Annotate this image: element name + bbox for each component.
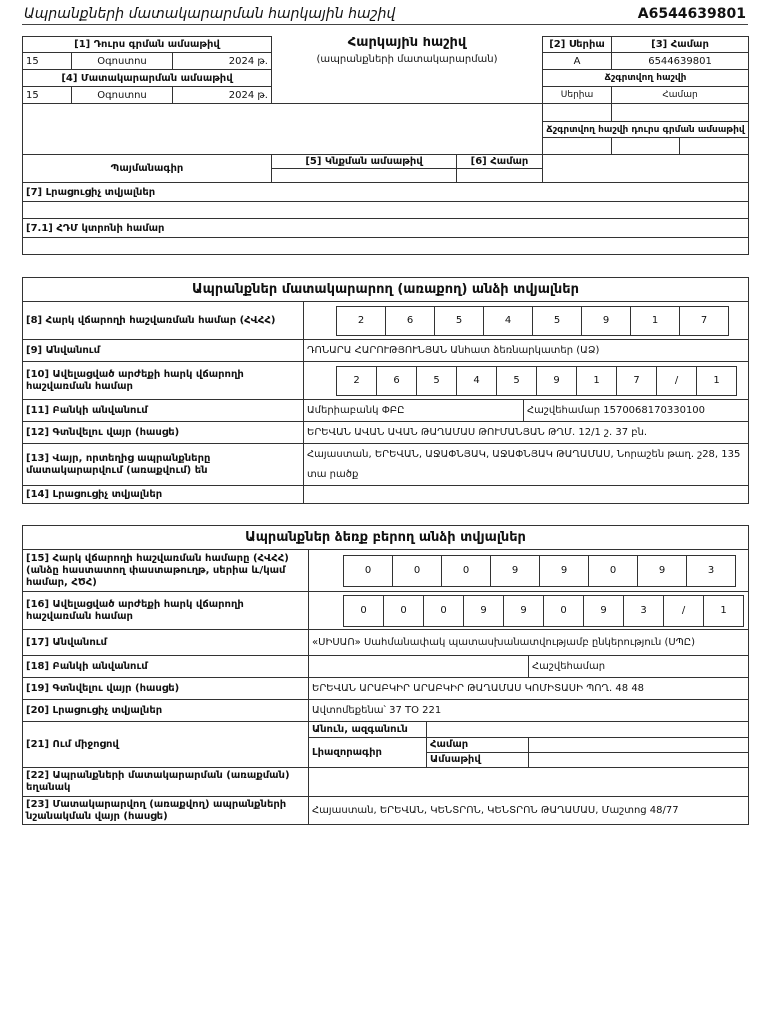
additional-data-label: [7] Լրացուցիչ տվյալներ bbox=[23, 183, 749, 202]
contract-date-label: [5] Կնքման ամսաթիվ bbox=[272, 155, 457, 169]
buyer-vat-cell bbox=[309, 592, 749, 630]
digit-box: 1 bbox=[576, 366, 617, 396]
supplier-location-value: ԵՐԵՎԱՆ ԱՎԱՆ ԱՎԱՆ ԹԱՂԱՄԱՍ ԹՈՒՄԱՆՅԱՆ ԹՂՄ. 12/1 շ. 37 բն. bbox=[304, 422, 749, 444]
supplier-ship-from-value: Հայաստան, ԵՐԵՎԱՆ, ԱՋԱՓՆՅԱԿ, ԱՋԱՓՆՅԱԿ ԹԱՂԱՄԱՍ, Նորաշեն թաղ. շ28, 135 տա րածք bbox=[304, 444, 749, 486]
supplier-tin-label: [8] Հարկ վճարողի հաշվառման համար (ՀՎՀՀ) bbox=[23, 302, 304, 340]
supplier-vat-digits bbox=[337, 366, 745, 396]
buyer-bank-value bbox=[309, 656, 529, 678]
digit-box: 4 bbox=[456, 366, 497, 396]
blank-area bbox=[23, 104, 543, 155]
document-id: A6544639801 bbox=[637, 6, 746, 22]
buyer-additional-value: Ավտոմեքենա՝ 37 TO 221 bbox=[309, 700, 749, 722]
digit-box: 6 bbox=[385, 306, 435, 336]
number-label: [3] Համար bbox=[612, 37, 749, 53]
title-rule bbox=[22, 24, 748, 25]
digit-box: 9 bbox=[503, 595, 544, 627]
digit-box: / bbox=[663, 595, 704, 627]
supply-month: Օգոստոս bbox=[72, 87, 173, 104]
buyer-location-label: [19] Գտնվելու վայր (հասցե) bbox=[23, 678, 309, 700]
corrected-series-label: Սերիա bbox=[543, 87, 612, 104]
supplier-block bbox=[22, 277, 749, 504]
invoice-heading bbox=[272, 37, 543, 104]
corrected-number-value bbox=[612, 104, 749, 122]
buyer-tin-cell bbox=[309, 550, 749, 592]
digit-box: 9 bbox=[583, 595, 624, 627]
digit-box: 3 bbox=[686, 555, 736, 587]
supplier-tin-digits bbox=[337, 306, 745, 336]
additional-data-value bbox=[23, 202, 749, 219]
digit-box: 5 bbox=[416, 366, 457, 396]
buyer-power-date-label: Ամսաթիվ bbox=[427, 753, 529, 768]
contract-right-blank bbox=[543, 155, 749, 183]
digit-box: 1 bbox=[630, 306, 680, 336]
buyer-location-value: ԵՐԵՎԱՆ ԱՐԱԲԿԻՐ ԱՐԱԲԿԻՐ ԹԱՂԱՄԱՍ ԿՈՄԻՏԱՍԻ ՊՈՂ. 48 48 bbox=[309, 678, 749, 700]
digit-box: 5 bbox=[496, 366, 537, 396]
buyer-additional-label: [20] Լրացուցիչ տվյալներ bbox=[23, 700, 309, 722]
buyer-full-name-value bbox=[427, 722, 749, 738]
issue-year: 2024 թ. bbox=[173, 53, 272, 70]
supplier-vat-label: [10] Ավելացված արժեքի հարկ վճարողի հաշվառման համար bbox=[23, 362, 304, 400]
buyer-tin-label: [15] Հարկ վճարողի հաշվառման համարը (ՀՎՀՀ) (անձը հաստատող փաստաթուղթ, սերիա և/կամ համար, ՀԾՀ) bbox=[23, 550, 309, 592]
supplier-name-value: ԴՈՆԱՐԱ ՀԱՐՈՒԹՅՈՒՆՅԱՆ Անհատ ձեռնարկատեր (ԱՁ) bbox=[304, 340, 749, 362]
digit-box: 5 bbox=[532, 306, 582, 336]
buyer-table bbox=[22, 525, 749, 825]
buyer-power-date-value bbox=[529, 753, 749, 768]
supply-day: 15 bbox=[23, 87, 72, 104]
digit-box: 7 bbox=[616, 366, 657, 396]
digit-box: 2 bbox=[336, 306, 386, 336]
buyer-power-number-label: Համար bbox=[427, 738, 529, 753]
digit-box: 9 bbox=[581, 306, 631, 336]
buyer-vat-label: [16] Ավելացված արժեքի հարկ վճարողի հաշվառման համար bbox=[23, 592, 309, 630]
digit-box: 9 bbox=[463, 595, 504, 627]
supplier-table bbox=[22, 277, 749, 504]
supplier-section-title: Ապրանքներ մատակարարող (առաքող) անձի տվյալներ bbox=[23, 278, 749, 302]
issue-month: Օգոստոս bbox=[72, 53, 173, 70]
contract-number-value bbox=[457, 169, 543, 183]
supplier-ship-from-label: [13] Վայր, որտեղից ապրանքները մատակարարվում (առաքվում) են bbox=[23, 444, 304, 486]
buyer-account-value: Հաշվեհամար bbox=[529, 656, 749, 678]
corrected-number-label: Համար bbox=[612, 87, 749, 104]
buyer-vat-digits bbox=[344, 595, 745, 627]
supply-year: 2024 թ. bbox=[173, 87, 272, 104]
document-title: Ապրանքների մատակարարման հարկային հաշիվ bbox=[24, 6, 396, 22]
digit-box: 6 bbox=[376, 366, 417, 396]
kkm-number-label: [7.1] ՀԴՄ կտրոնի համար bbox=[23, 219, 749, 238]
digit-box: 0 bbox=[441, 555, 491, 587]
digit-box: 0 bbox=[343, 555, 393, 587]
number-value: 6544639801 bbox=[612, 53, 749, 70]
supplier-location-label: [12] Գտնվելու վայր (հասցե) bbox=[23, 422, 304, 444]
digit-box: 7 bbox=[679, 306, 729, 336]
supplier-bank-label: [11] Բանկի անվանում bbox=[23, 400, 304, 422]
supplier-additional-value bbox=[304, 486, 749, 504]
series-label: [2] Սերիա bbox=[543, 37, 612, 53]
buyer-shipping-label: [22] Ապրանքների մատակարարման (առաքման) եղանակ bbox=[23, 768, 309, 797]
buyer-power-label: Լիազորագիր bbox=[309, 738, 427, 768]
digit-box: 0 bbox=[543, 595, 584, 627]
buyer-power-number-value bbox=[529, 738, 749, 753]
buyer-block bbox=[22, 525, 749, 825]
corrected-series-value bbox=[543, 104, 612, 122]
digit-box: 4 bbox=[483, 306, 533, 336]
supplier-tin-cell bbox=[304, 302, 749, 340]
corrected-date-day bbox=[543, 138, 612, 155]
digit-box: 0 bbox=[343, 595, 384, 627]
series-value: A bbox=[543, 53, 612, 70]
top-table bbox=[22, 36, 749, 255]
corrected-date-label: Ճշգրտվող հաշվի դուրս գրման ամսաթիվ bbox=[543, 122, 749, 138]
supplier-bank-value: Ամերիաբանկ ՓԲԸ bbox=[304, 400, 524, 422]
buyer-section-title: Ապրանքներ ձեռք բերող անձի տվյալներ bbox=[23, 526, 749, 550]
digit-box: 0 bbox=[383, 595, 424, 627]
invoice-subtitle: (ապրանքների մատակարարման) bbox=[316, 53, 498, 65]
issue-date-label: [1] Դուրս գրման ամսաթիվ bbox=[23, 37, 272, 53]
supply-date-label: [4] Մատակարարման ամսաթիվ bbox=[23, 70, 272, 87]
digit-box: / bbox=[656, 366, 697, 396]
buyer-bank-label: [18] Բանկի անվանում bbox=[23, 656, 309, 678]
supplier-additional-label: [14] Լրացուցիչ տվյալներ bbox=[23, 486, 304, 504]
corrected-date-year bbox=[680, 138, 749, 155]
invoice-title: Հարկային հաշիվ bbox=[347, 36, 467, 50]
buyer-name-label: [17] Անվանում bbox=[23, 630, 309, 656]
digit-box: 9 bbox=[536, 366, 577, 396]
contract-label: Պայմանագիր bbox=[23, 155, 272, 183]
digit-box: 9 bbox=[539, 555, 589, 587]
buyer-destination-value: Հայաստան, ԵՐԵՎԱՆ, ԿԵՆՏՐՈՆ, ԿԵՆՏՐՈՆ ԹԱՂԱՄԱՍ, Մաշտոց 48/77 bbox=[309, 797, 749, 825]
digit-box: 1 bbox=[696, 366, 737, 396]
digit-box: 1 bbox=[703, 595, 744, 627]
contract-number-label: [6] Համար bbox=[457, 155, 543, 169]
supplier-name-label: [9] Անվանում bbox=[23, 340, 304, 362]
kkm-number-value bbox=[23, 238, 749, 255]
buyer-full-name-label: Անուն, ազգանուն bbox=[309, 722, 427, 738]
buyer-name-value: «ՍԻՍԱՈ» Սահմանափակ պատասխանատվությամբ ընկերություն (ՍՊԸ) bbox=[309, 630, 749, 656]
contract-date-value bbox=[272, 169, 457, 183]
digit-box: 0 bbox=[588, 555, 638, 587]
supplier-account-value: Հաշվեհամար 1570068170330100 bbox=[524, 400, 749, 422]
digit-box: 2 bbox=[336, 366, 377, 396]
digit-box: 0 bbox=[392, 555, 442, 587]
digit-box: 9 bbox=[637, 555, 687, 587]
corrected-invoice-label: Ճշգրտվող հաշվի bbox=[543, 70, 749, 87]
issue-day: 15 bbox=[23, 53, 72, 70]
digit-box: 5 bbox=[434, 306, 484, 336]
buyer-shipping-value bbox=[309, 768, 749, 797]
supplier-vat-cell bbox=[304, 362, 749, 400]
buyer-tin-digits bbox=[344, 555, 745, 587]
buyer-by-person-label: [21] Ում միջոցով bbox=[23, 722, 309, 768]
buyer-destination-label: [23] Մատակարարվող (առաքվող) ապրանքների նշանակման վայր (հասցե) bbox=[23, 797, 309, 825]
digit-box: 0 bbox=[423, 595, 464, 627]
digit-box: 3 bbox=[623, 595, 664, 627]
top-block bbox=[22, 36, 749, 255]
corrected-date-month bbox=[612, 138, 680, 155]
digit-box: 9 bbox=[490, 555, 540, 587]
